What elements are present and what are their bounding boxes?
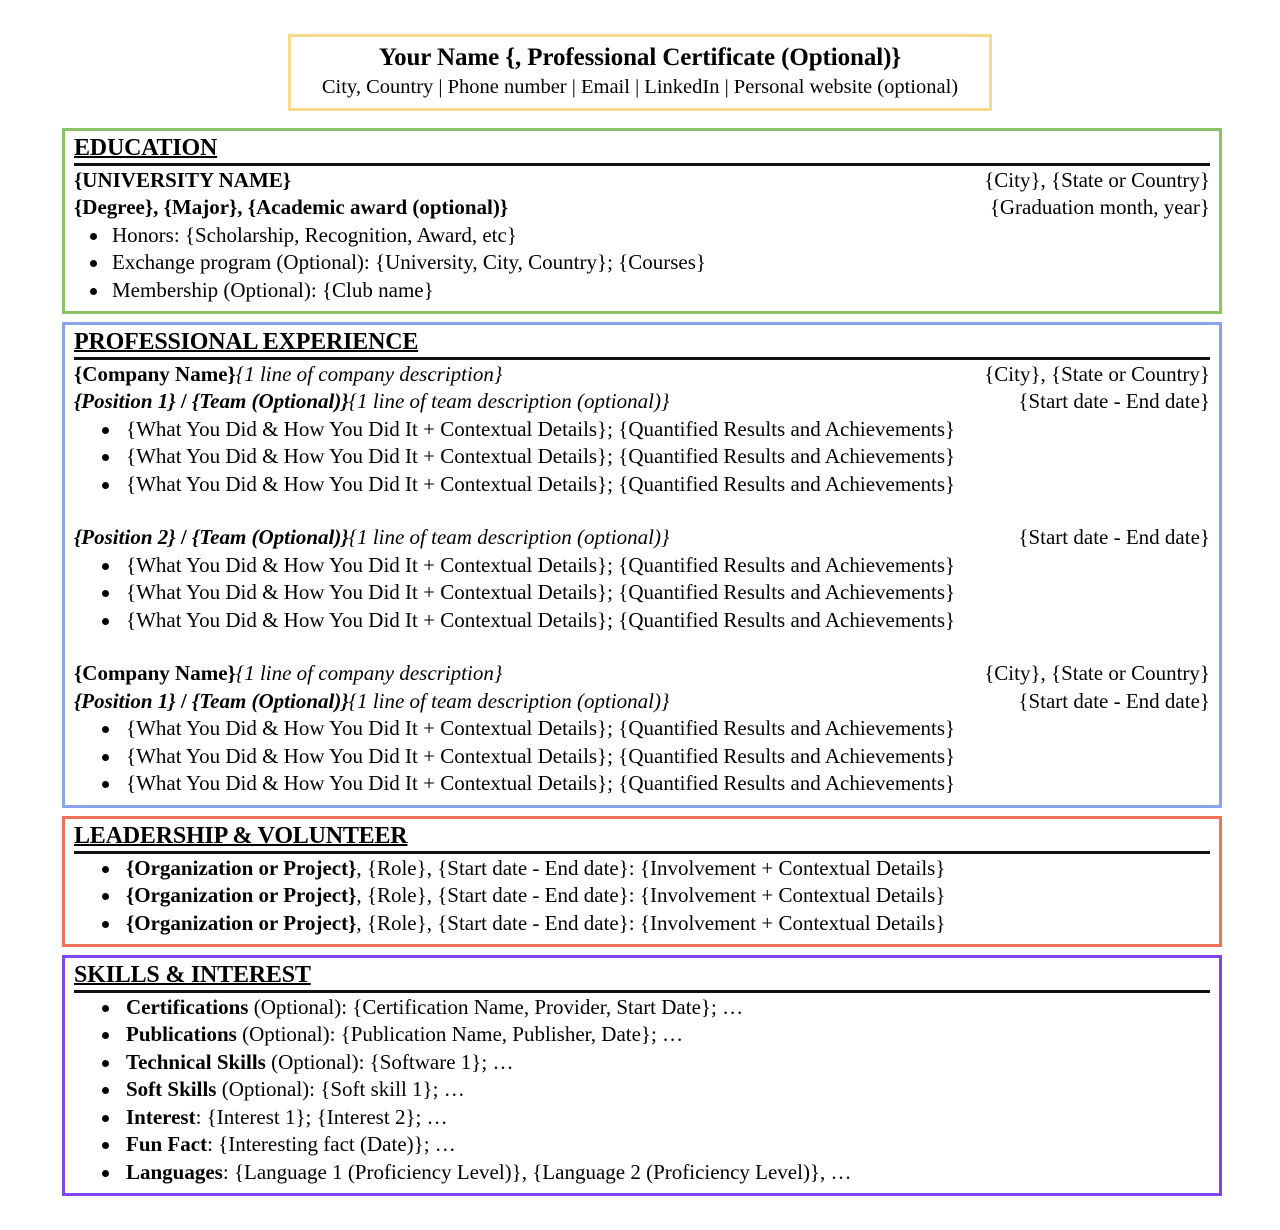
company-name: {Company Name} — [74, 661, 236, 686]
skill-detail: (Optional): {Certification Name, Provider, Start Date}; … — [248, 994, 744, 1019]
list-item: {What You Did & How You Did It + Contextual Details}; {Quantified Results and Achievements} — [74, 715, 1210, 743]
section-title-skills: SKILLS & INTEREST — [74, 962, 311, 988]
section-education — [62, 128, 1222, 314]
list-item: {What You Did & How You Did It + Contextual Details}; {Quantified Results and Achievements} — [74, 471, 1210, 499]
position-team: {Team (Optional)} — [191, 525, 349, 550]
company-header-row — [74, 361, 1210, 389]
list-item — [74, 994, 1210, 1022]
section-professional-experience — [62, 322, 1222, 808]
position-team: {Team (Optional)} — [191, 688, 349, 713]
section-leadership-volunteer — [62, 816, 1222, 947]
company-header-left — [74, 361, 502, 389]
list-item — [74, 1131, 1210, 1159]
contact-line: City, Country | Phone number | Email | LinkedIn | Personal website (optional) — [321, 75, 959, 98]
company-location: {City}, {State or Country} — [984, 361, 1210, 386]
skill-detail: (Optional): {Publication Name, Publisher, Date}; … — [236, 1022, 684, 1047]
leadership-org: {Organization or Project} — [126, 883, 357, 908]
list-item: {What You Did & How You Did It + Contextual Details}; {Quantified Results and Achievements} — [74, 743, 1210, 771]
position-dates: {Start date - End date} — [1018, 688, 1210, 713]
position-header-row — [74, 524, 1210, 552]
skill-label: Fun Fact — [126, 1132, 208, 1157]
leadership-bullet-list — [74, 855, 1210, 938]
position-bullet-list — [74, 552, 1210, 635]
spacer — [74, 498, 1210, 524]
skill-label: Interest — [126, 1104, 196, 1129]
list-item: {What You Did & How You Did It + Contextual Details}; {Quantified Results and Achievements} — [74, 443, 1210, 471]
education-bullet-list — [74, 222, 1210, 305]
position-header-row — [74, 688, 1210, 716]
skill-detail: : {Interesting fact (Date)}; … — [207, 1132, 456, 1157]
position-title: {Position 1} — [74, 389, 176, 414]
list-item — [74, 1021, 1210, 1049]
graduation-date: {Graduation month, year} — [989, 195, 1210, 220]
leadership-detail: , {Role}, {Start date - End date}: {Involvement + Contextual Details} — [356, 883, 946, 908]
section-title-education: EDUCATION — [74, 135, 218, 161]
list-item: Honors: {Scholarship, Recognition, Award, etc} — [74, 222, 1210, 250]
list-item — [74, 855, 1210, 883]
position-bullet-list — [74, 715, 1210, 798]
skill-detail: : {Language 1 (Proficiency Level)}, {Language 2 (Proficiency Level)}, … — [222, 1159, 852, 1184]
position-separator: / — [175, 389, 192, 414]
degree-line: {Degree}, {Major}, {Academic award (optional)} — [74, 195, 509, 220]
education-university-row — [74, 167, 1210, 195]
list-item — [74, 1159, 1210, 1187]
position-bullet-list — [74, 416, 1210, 499]
list-item: {What You Did & How You Did It + Contextual Details}; {Quantified Results and Achievements} — [74, 552, 1210, 580]
skill-label: Certifications — [126, 994, 249, 1019]
position-header-left — [74, 688, 669, 716]
company-location: {City}, {State or Country} — [984, 661, 1210, 686]
section-rule-leadership — [74, 851, 1210, 854]
resume-header — [288, 34, 992, 111]
company-name: {Company Name} — [74, 361, 236, 386]
skill-detail: (Optional): {Soft skill 1}; … — [216, 1077, 465, 1102]
position-description: {1 line of team description (optional)} — [348, 688, 670, 713]
spacer — [74, 634, 1210, 660]
list-item — [74, 1104, 1210, 1132]
company-description: {1 line of company description} — [235, 661, 503, 686]
university-name: {UNIVERSITY NAME} — [74, 167, 292, 192]
list-item: {What You Did & How You Did It + Contextual Details}; {Quantified Results and Achievements} — [74, 770, 1210, 798]
leadership-detail: , {Role}, {Start date - End date}: {Involvement + Contextual Details} — [356, 910, 946, 935]
section-title-leadership: LEADERSHIP & VOLUNTEER — [74, 823, 408, 849]
list-item: Exchange program (Optional): {University, City, Country}; {Courses} — [74, 249, 1210, 277]
company-header-left — [74, 660, 502, 688]
position-description: {1 line of team description (optional)} — [348, 389, 670, 414]
skills-bullet-list — [74, 994, 1210, 1187]
leadership-org: {Organization or Project} — [126, 855, 357, 880]
list-item — [74, 882, 1210, 910]
list-item — [74, 1049, 1210, 1077]
position-header-row — [74, 388, 1210, 416]
leadership-org: {Organization or Project} — [126, 910, 357, 935]
position-separator: / — [175, 688, 192, 713]
section-rule-experience — [74, 357, 1210, 360]
position-description: {1 line of team description (optional)} — [348, 525, 670, 550]
skill-label: Languages — [126, 1159, 223, 1184]
position-title: {Position 2} — [74, 525, 176, 550]
section-title-experience: PROFESSIONAL EXPERIENCE — [74, 329, 419, 355]
skill-detail: (Optional): {Software 1}; … — [265, 1049, 514, 1074]
university-location: {City}, {State or Country} — [984, 167, 1210, 192]
skill-label: Soft Skills — [126, 1077, 217, 1102]
list-item: {What You Did & How You Did It + Contextual Details}; {Quantified Results and Achievements} — [74, 579, 1210, 607]
section-rule-skills — [74, 990, 1210, 993]
position-header-left — [74, 388, 669, 416]
position-header-left — [74, 524, 669, 552]
section-rule-education — [74, 163, 1210, 166]
candidate-name: Your Name {, Professional Certificate (Optional)} — [378, 44, 902, 71]
skill-label: Technical Skills — [126, 1049, 266, 1074]
position-dates: {Start date - End date} — [1018, 525, 1210, 550]
list-item: {What You Did & How You Did It + Contextual Details}; {Quantified Results and Achievements} — [74, 607, 1210, 635]
list-item: {What You Did & How You Did It + Contextual Details}; {Quantified Results and Achievements} — [74, 416, 1210, 444]
leadership-detail: , {Role}, {Start date - End date}: {Involvement + Contextual Details} — [356, 855, 946, 880]
company-header-row — [74, 660, 1210, 688]
education-degree-row — [74, 194, 1210, 222]
skill-detail: : {Interest 1}; {Interest 2}; … — [195, 1104, 448, 1129]
section-skills-interest — [62, 955, 1222, 1196]
list-item: Membership (Optional): {Club name} — [74, 277, 1210, 305]
skill-label: Publications — [126, 1022, 237, 1047]
position-separator: / — [175, 525, 192, 550]
position-team: {Team (Optional)} — [191, 389, 349, 414]
list-item — [74, 1076, 1210, 1104]
company-description: {1 line of company description} — [235, 361, 503, 386]
position-title: {Position 1} — [74, 688, 176, 713]
position-dates: {Start date - End date} — [1018, 389, 1210, 414]
list-item — [74, 910, 1210, 938]
